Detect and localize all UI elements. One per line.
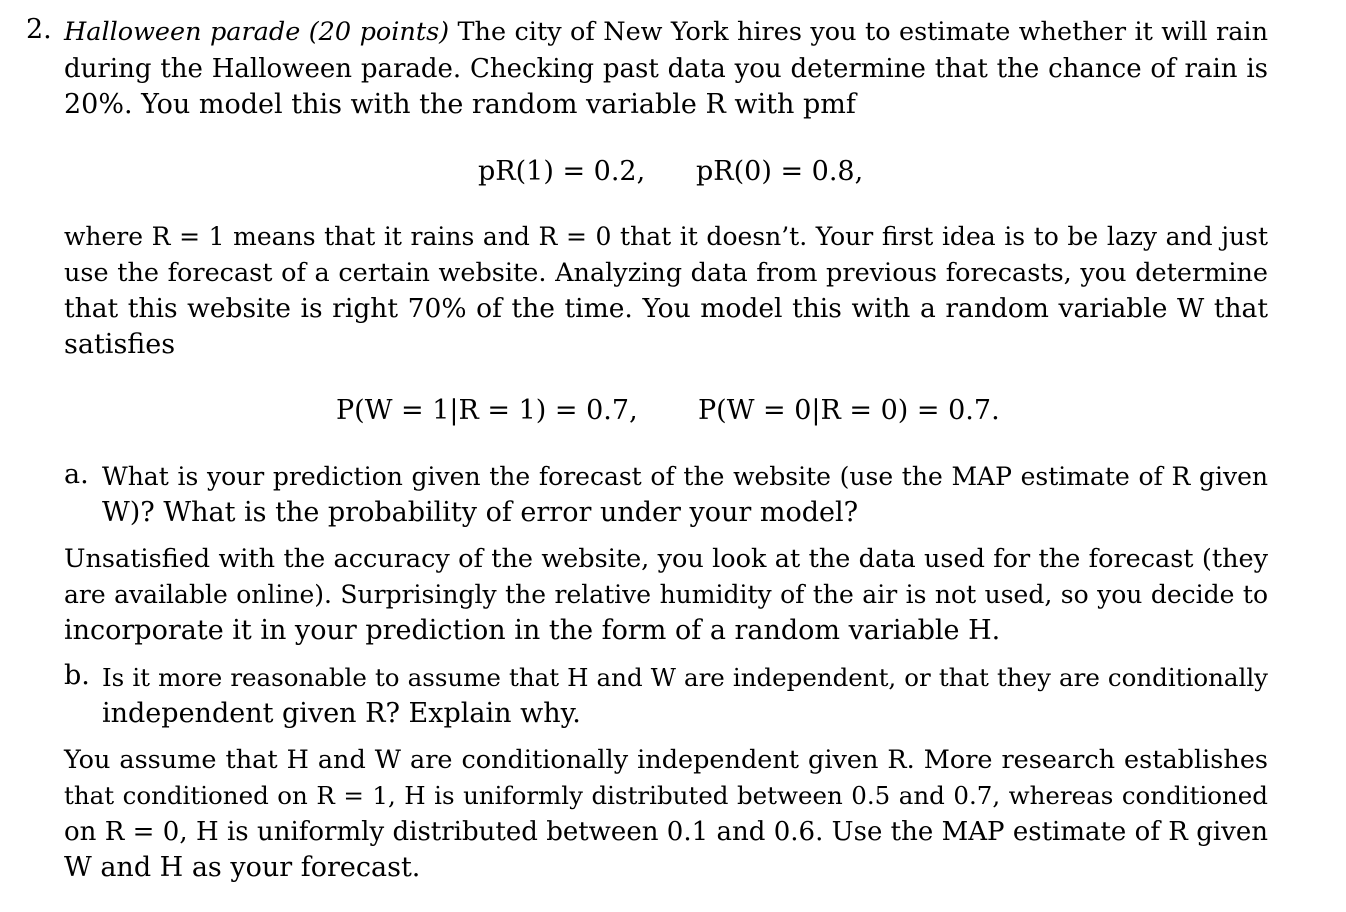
intro-line-1	[64, 14, 1268, 50]
intro-line-3: 20%. You model this with the random variable R with pmf	[64, 89, 856, 120]
part-b-label: b.	[64, 660, 90, 691]
para2-line-4: satisfies	[64, 329, 176, 360]
para2-line-3: that this website is right 70% of the time. You model this with a random variable W that	[64, 293, 1268, 324]
pmf-equation-left: pR(1) = 0.2,	[478, 156, 646, 187]
problem-title: Halloween parade (20 points)	[64, 17, 450, 47]
para4-line-1: You assume that H and W are conditionally independent given R. More research establishes	[64, 745, 1268, 775]
part-b-line-2: independent given R? Explain why.	[102, 698, 581, 729]
para4-line-3: on R = 0, H is uniformly distributed between 0.1 and 0.6. Use the MAP estimate of R given	[64, 817, 1268, 847]
para3-line-2: are available online). Surprisingly the relative humidity of the air is not used, so you decide to	[64, 580, 1268, 609]
para4-line-4: W and H as your forecast.	[64, 852, 421, 883]
para2-line-1: where R = 1 means that it rains and R = 0 that it doesn’t. Your first idea is to be lazy and just	[64, 222, 1268, 251]
cond-equation-left: P(W = 1|R = 1) = 0.7,	[336, 395, 638, 426]
part-a-label: a.	[64, 459, 89, 490]
problem-number: 2.	[26, 14, 52, 45]
part-b-line-1: Is it more reasonable to assume that H and W are independent, or that they are conditionally	[102, 663, 1268, 692]
part-a-line-2: W)? What is the probability of error under your model?	[102, 497, 859, 528]
para3-line-1: Unsatisfied with the accuracy of the website, you look at the data used for the forecast (they	[64, 544, 1268, 574]
cond-equation-right: P(W = 0|R = 0) = 0.7.	[698, 395, 1000, 426]
para4-line-2: that conditioned on R = 1, H is uniformly distributed between 0.5 and 0.7, whereas conditioned	[64, 781, 1268, 810]
para2-line-2: use the forecast of a certain website. Analyzing data from previous forecasts, you determine	[64, 258, 1268, 288]
intro-line-2: during the Halloween parade. Checking past data you determine that the chance of rain is	[64, 54, 1268, 84]
pmf-equation-right: pR(0) = 0.8,	[696, 156, 864, 187]
part-a-line-1: What is your prediction given the forecast of the website (use the MAP estimate of R given	[102, 462, 1268, 491]
intro-text: The city of New York hires you to estimate whether it will rain	[457, 17, 1268, 47]
para3-line-3: incorporate it in your prediction in the form of a random variable H.	[64, 615, 1001, 646]
